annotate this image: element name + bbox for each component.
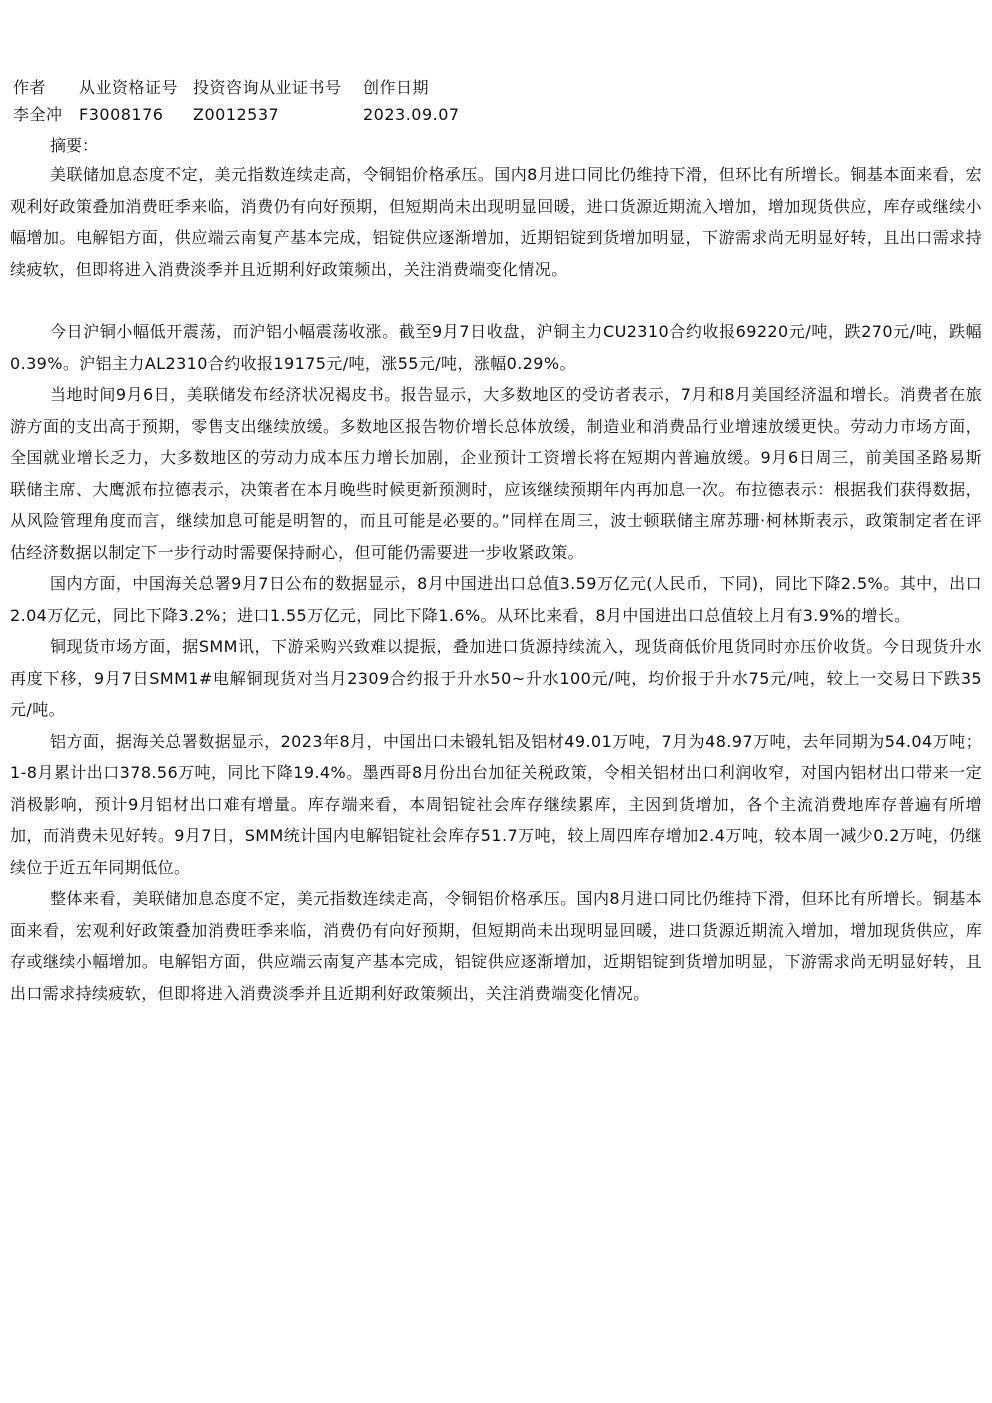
meta-header-row [10,74,982,101]
summary-paragraph: 美联储加息态度不定，美元指数连续走高，令铜铝价格承压。国内8月进口同比仍维持下滑，但环比有所增长。铜基本面来看，宏观利好政策叠加消费旺季来临，消费仍有向好预期，但短期尚未出现明显回暖，进口货源近期流入增加，增加现货供应，库存或继续小幅增加。电解铝方面，供应端云南复产基本完成，铝锭供应逐渐增加，近期铝锭到货增加明显，下游需求尚无明显好转，且出口需求持续疲软，但即将进入消费淡季并且近期利好政策频出，关注消费端变化情况。 [10,165,982,279]
date-header: 创作日期 [363,78,430,97]
copper-spot-paragraph: 铜现货市场方面，据SMM讯，下游采购兴致难以提振，叠加进口货源持续流入，现货商低价甩货同时亦压价收货。今日现货升水再度下移，9月7日SMM1#电解铜现货对当月2309合约报于升水50~升水100元/吨，均价报于升水75元/吨，较上一交易日下跌35元/吨。 [10,637,982,719]
meta-value-row [10,101,982,128]
creation-date: 2023.09.07 [363,105,460,124]
section-spacer [10,285,982,316]
conclusion-paragraph: 整体来看，美联储加息态度不定，美元指数连续走高，令铜铝价格承压。国内8月进口同比仍维持下滑，但环比有所增长。铜基本面来看，宏观利好政策叠加消费旺季来临，消费仍有向好预期，但短期尚未出现明显回暖，进口货源近期流入增加，增加现货供应，库存或继续小幅增加。电解铝方面，供应端云南复产基本完成，铝锭供应逐渐增加，近期铝锭到货增加明显，下游需求尚无明显好转，且出口需求持续疲软，但即将进入消费淡季并且近期利好政策频出，关注消费端变化情况。 [10,889,982,1003]
qualification-number: F3008176 [79,105,164,124]
author-name: 李全冲 [13,105,63,124]
abstract-label: 摘要： [50,136,99,155]
consulting-cert-header: 投资咨询从业证书号 [193,78,342,97]
aluminum-paragraph: 铝方面，据海关总署数据显示，2023年8月，中国出口未锻轧铝及铝材49.01万吨，7月为48.97万吨，去年同期为54.04万吨；1-8月累计出口378.56万吨，同比下降19.4%。墨西哥8月份出台加征关税政策，令相关铝材出口利润收窄，对国内铝材出口带来一定消极影响，预计9月铝材出口难有增量。库存端来看，本周铝锭社会库存继续累库，主因到货增加，各个主流消费地库存普遍有所增加，而消费未见好转。9月7日，SMM统计国内电解铝锭社会库存51.7万吨，较上周四库存增加2.4万吨，较本周一减少0.2万吨，仍继续位于近五年同期低位。 [10,731,982,877]
market-paragraph: 今日沪铜小幅低开震荡，而沪铝小幅震荡收涨。截至9月7日收盘，沪铜主力CU2310合约收报69220元/吨，跌270元/吨，跌幅0.39%。沪铝主力AL2310合约收报19175元/吨，涨55元/吨，涨幅0.29%。 [10,322,982,373]
customs-paragraph: 国内方面，中国海关总署9月7日公布的数据显示，8月中国进出口总值3.59万亿元(人民币，下同)，同比下降2.5%。其中，出口2.04万亿元，同比下降3.2%；进口1.55万亿元，同比下降1.6%。从环比来看，8月中国进出口总值较上月有3.9%的增长。 [10,574,982,625]
qualification-header: 从业资格证号 [79,78,179,97]
author-header: 作者 [13,78,47,97]
fed-paragraph: 当地时间9月6日，美联储发布经济状况褐皮书。报告显示，大多数地区的受访者表示，7月和8月美国经济温和增长。消费者在旅游方面的支出高于预期，零售支出继续放缓。多数地区报告物价增长总体放缓，制造业和消费品行业增速放缓更快。劳动力市场方面，全国就业增长乏力，大多数地区的劳动力成本压力增长加剧，企业预计工资增长将在短期内普遍放缓。9月6日周三，前美国圣路易斯联储主席、大鹰派布拉德表示，决策者在本月晚些时候更新预测时，应该继续预期年内再加息一次。布拉德表示：根据我们获得数据，从风险管理角度而言，继续加息可能是明智的，而且可能是必要的。”同样在周三，波士顿联储主席苏珊·柯林斯表示，政策制定者在评估经济数据以制定下一步行动时需要保持耐心，但可能仍需要进一步收紧政策。 [10,385,982,562]
report-page [10,74,982,1009]
consulting-cert-number: Z0012537 [193,105,280,124]
